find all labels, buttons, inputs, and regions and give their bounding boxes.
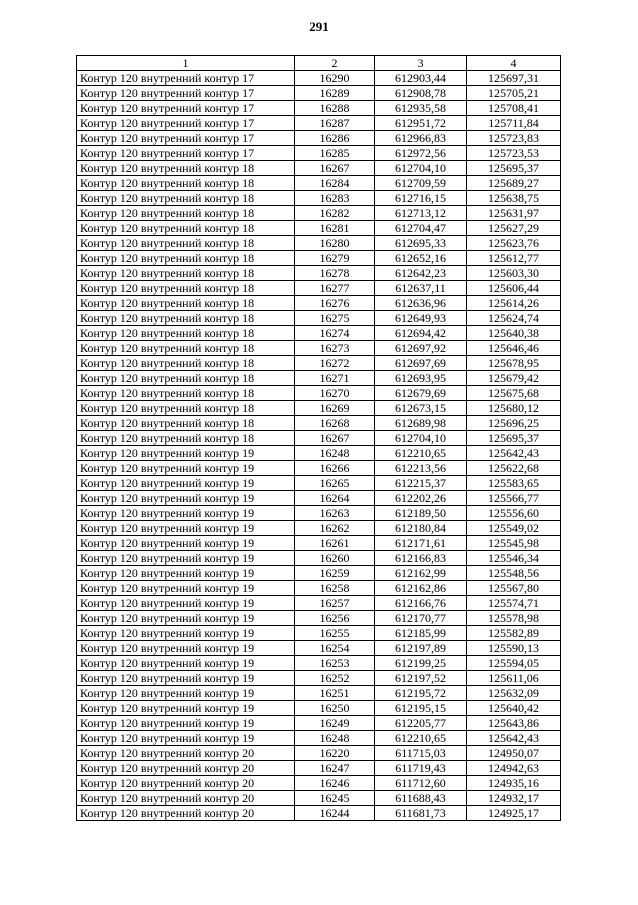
x-coordinate-cell: 611715,03: [375, 746, 467, 761]
y-coordinate-cell: 125711,84: [467, 116, 561, 131]
x-coordinate-cell: 612652,16: [375, 251, 467, 266]
contour-name-cell: Контур 120 внутренний контур 19: [77, 686, 295, 701]
y-coordinate-cell: 125640,42: [467, 701, 561, 716]
contour-name-cell: Контур 120 внутренний контур 19: [77, 566, 295, 581]
x-coordinate-cell: 612166,83: [375, 551, 467, 566]
table-row: [77, 686, 561, 701]
contour-name-cell: Контур 120 внутренний контур 20: [77, 791, 295, 806]
table-row: [77, 176, 561, 191]
point-number-cell: 16269: [295, 401, 375, 416]
point-number-cell: 16283: [295, 191, 375, 206]
y-coordinate-cell: 125549,02: [467, 521, 561, 536]
x-coordinate-cell: 611719,43: [375, 761, 467, 776]
contour-name-cell: Контур 120 внутренний контур 19: [77, 536, 295, 551]
point-number-cell: 16246: [295, 776, 375, 791]
point-number-cell: 16286: [295, 131, 375, 146]
contour-name-cell: Контур 120 внутренний контур 19: [77, 731, 295, 746]
table-row: [77, 611, 561, 626]
x-coordinate-cell: 612695,33: [375, 236, 467, 251]
point-number-cell: 16268: [295, 416, 375, 431]
contour-name-cell: Контур 120 внутренний контур 17: [77, 116, 295, 131]
contour-name-cell: Контур 120 внутренний контур 19: [77, 491, 295, 506]
point-number-cell: 16256: [295, 611, 375, 626]
contour-name-cell: Контур 120 внутренний контур 17: [77, 146, 295, 161]
y-coordinate-cell: 125578,98: [467, 611, 561, 626]
contour-name-cell: Контур 120 внутренний контур 17: [77, 101, 295, 116]
x-coordinate-cell: 612197,52: [375, 671, 467, 686]
point-number-cell: 16276: [295, 296, 375, 311]
table-row: [77, 461, 561, 476]
point-number-cell: 16261: [295, 536, 375, 551]
table-row: [77, 641, 561, 656]
y-coordinate-cell: 125603,30: [467, 266, 561, 281]
y-coordinate-cell: 125556,60: [467, 506, 561, 521]
x-coordinate-cell: 612213,56: [375, 461, 467, 476]
table-body: [77, 71, 561, 821]
x-coordinate-cell: 612215,37: [375, 476, 467, 491]
table-row: [77, 776, 561, 791]
contour-name-cell: Контур 120 внутренний контур 19: [77, 521, 295, 536]
y-coordinate-cell: 125646,46: [467, 341, 561, 356]
table-row: [77, 206, 561, 221]
table-row: [77, 101, 561, 116]
y-coordinate-cell: 125612,77: [467, 251, 561, 266]
point-number-cell: 16248: [295, 731, 375, 746]
contour-name-cell: Контур 120 внутренний контур 18: [77, 191, 295, 206]
y-coordinate-cell: 125546,34: [467, 551, 561, 566]
point-number-cell: 16273: [295, 341, 375, 356]
point-number-cell: 16281: [295, 221, 375, 236]
table-row: [77, 386, 561, 401]
point-number-cell: 16244: [295, 806, 375, 821]
contour-name-cell: Контур 120 внутренний контур 18: [77, 251, 295, 266]
y-coordinate-cell: 124925,17: [467, 806, 561, 821]
contour-name-cell: Контур 120 внутренний контур 18: [77, 341, 295, 356]
y-coordinate-cell: 125696,25: [467, 416, 561, 431]
table-row: [77, 281, 561, 296]
contour-name-cell: Контур 120 внутренний контур 19: [77, 596, 295, 611]
contour-name-cell: Контур 120 внутренний контур 19: [77, 716, 295, 731]
table-row: [77, 761, 561, 776]
point-number-cell: 16253: [295, 656, 375, 671]
point-number-cell: 16287: [295, 116, 375, 131]
y-coordinate-cell: 125723,53: [467, 146, 561, 161]
y-coordinate-cell: 125566,77: [467, 491, 561, 506]
y-coordinate-cell: 125624,74: [467, 311, 561, 326]
contour-name-cell: Контур 120 внутренний контур 18: [77, 221, 295, 236]
contour-name-cell: Контур 120 внутренний контур 17: [77, 86, 295, 101]
y-coordinate-cell: 125675,68: [467, 386, 561, 401]
point-number-cell: 16247: [295, 761, 375, 776]
x-coordinate-cell: 611712,60: [375, 776, 467, 791]
contour-name-cell: Контур 120 внутренний контур 20: [77, 806, 295, 821]
point-number-cell: 16265: [295, 476, 375, 491]
y-coordinate-cell: 125638,75: [467, 191, 561, 206]
y-coordinate-cell: 125695,37: [467, 161, 561, 176]
x-coordinate-cell: 612908,78: [375, 86, 467, 101]
x-coordinate-cell: 612642,23: [375, 266, 467, 281]
contour-name-cell: Контур 120 внутренний контур 18: [77, 266, 295, 281]
point-number-cell: 16280: [295, 236, 375, 251]
y-coordinate-cell: 125614,26: [467, 296, 561, 311]
point-number-cell: 16251: [295, 686, 375, 701]
table-row: [77, 716, 561, 731]
table-row: [77, 251, 561, 266]
y-coordinate-cell: 125622,68: [467, 461, 561, 476]
y-coordinate-cell: 125680,12: [467, 401, 561, 416]
y-coordinate-cell: 125689,27: [467, 176, 561, 191]
table-row: [77, 371, 561, 386]
table-row: [77, 806, 561, 821]
contour-name-cell: Контур 120 внутренний контур 18: [77, 206, 295, 221]
contour-name-cell: Контур 120 внутренний контур 19: [77, 656, 295, 671]
contour-name-cell: Контур 120 внутренний контур 18: [77, 386, 295, 401]
y-coordinate-cell: 125697,31: [467, 71, 561, 86]
x-coordinate-cell: 611681,73: [375, 806, 467, 821]
table-row: [77, 791, 561, 806]
point-number-cell: 16271: [295, 371, 375, 386]
table-row: [77, 746, 561, 761]
table-row: [77, 236, 561, 251]
y-coordinate-cell: 125583,65: [467, 476, 561, 491]
contour-name-cell: Контур 120 внутренний контур 17: [77, 131, 295, 146]
contour-name-cell: Контур 120 внутренний контур 19: [77, 701, 295, 716]
y-coordinate-cell: 125642,43: [467, 446, 561, 461]
point-number-cell: 16277: [295, 281, 375, 296]
contour-name-cell: Контур 120 внутренний контур 18: [77, 431, 295, 446]
x-coordinate-cell: 612195,15: [375, 701, 467, 716]
x-coordinate-cell: 612162,86: [375, 581, 467, 596]
contour-name-cell: Контур 120 внутренний контур 18: [77, 161, 295, 176]
x-coordinate-cell: 612195,72: [375, 686, 467, 701]
y-coordinate-cell: 125723,83: [467, 131, 561, 146]
y-coordinate-cell: 125640,38: [467, 326, 561, 341]
point-number-cell: 16285: [295, 146, 375, 161]
x-coordinate-cell: 612636,96: [375, 296, 467, 311]
point-number-cell: 16282: [295, 206, 375, 221]
table-row: [77, 116, 561, 131]
table-row: [77, 701, 561, 716]
table-row: [77, 566, 561, 581]
x-coordinate-cell: 612180,84: [375, 521, 467, 536]
table-row: [77, 356, 561, 371]
table-row: [77, 431, 561, 446]
y-coordinate-cell: 125582,89: [467, 626, 561, 641]
point-number-cell: 16266: [295, 461, 375, 476]
contour-name-cell: Контур 120 внутренний контур 19: [77, 671, 295, 686]
page-number: 291: [309, 19, 329, 34]
y-coordinate-cell: 125623,76: [467, 236, 561, 251]
point-number-cell: 16257: [295, 596, 375, 611]
x-coordinate-cell: 612199,25: [375, 656, 467, 671]
y-coordinate-cell: 125632,09: [467, 686, 561, 701]
table-row: [77, 341, 561, 356]
x-coordinate-cell: 612935,58: [375, 101, 467, 116]
contour-name-cell: Контур 120 внутренний контур 20: [77, 761, 295, 776]
table-row: [77, 551, 561, 566]
x-coordinate-cell: 612694,42: [375, 326, 467, 341]
x-coordinate-cell: 612210,65: [375, 731, 467, 746]
x-coordinate-cell: 612951,72: [375, 116, 467, 131]
table-row: [77, 401, 561, 416]
contour-name-cell: Контур 120 внутренний контур 19: [77, 551, 295, 566]
y-coordinate-cell: 125548,56: [467, 566, 561, 581]
contour-name-cell: Контур 120 внутренний контур 18: [77, 356, 295, 371]
y-coordinate-cell: 125642,43: [467, 731, 561, 746]
point-number-cell: 16260: [295, 551, 375, 566]
x-coordinate-cell: 612966,83: [375, 131, 467, 146]
point-number-cell: 16220: [295, 746, 375, 761]
y-coordinate-cell: 125594,05: [467, 656, 561, 671]
y-coordinate-cell: 125705,21: [467, 86, 561, 101]
y-coordinate-cell: 125695,37: [467, 431, 561, 446]
x-coordinate-cell: 612205,77: [375, 716, 467, 731]
table-row: [77, 131, 561, 146]
point-number-cell: 16290: [295, 71, 375, 86]
x-coordinate-cell: 612185,99: [375, 626, 467, 641]
table-row: [77, 536, 561, 551]
table-row: [77, 476, 561, 491]
contour-name-cell: Контур 120 внутренний контур 18: [77, 326, 295, 341]
table-row: [77, 731, 561, 746]
x-coordinate-cell: 612637,11: [375, 281, 467, 296]
table-row: [77, 146, 561, 161]
y-coordinate-cell: 125678,95: [467, 356, 561, 371]
table-row: [77, 506, 561, 521]
table-row: [77, 86, 561, 101]
x-coordinate-cell: 612704,47: [375, 221, 467, 236]
table-row: [77, 446, 561, 461]
point-number-cell: 16288: [295, 101, 375, 116]
x-coordinate-cell: 612673,15: [375, 401, 467, 416]
contour-name-cell: Контур 120 внутренний контур 19: [77, 506, 295, 521]
point-number-cell: 16267: [295, 431, 375, 446]
table-row: [77, 671, 561, 686]
contour-name-cell: Контур 120 внутренний контур 18: [77, 401, 295, 416]
x-coordinate-cell: 612716,15: [375, 191, 467, 206]
table-row: [77, 596, 561, 611]
point-number-cell: 16274: [295, 326, 375, 341]
table-row: [77, 71, 561, 86]
contour-name-cell: Контур 120 внутренний контур 18: [77, 371, 295, 386]
contour-name-cell: Контур 120 внутренний контур 19: [77, 461, 295, 476]
y-coordinate-cell: 124932,17: [467, 791, 561, 806]
point-number-cell: 16284: [295, 176, 375, 191]
contour-name-cell: Контур 120 внутренний контур 18: [77, 281, 295, 296]
y-coordinate-cell: 125679,42: [467, 371, 561, 386]
table-header-row: [77, 56, 561, 71]
point-number-cell: 16263: [295, 506, 375, 521]
header-col-4: 4: [467, 56, 561, 71]
x-coordinate-cell: 612197,89: [375, 641, 467, 656]
contour-name-cell: Контур 120 внутренний контур 19: [77, 641, 295, 656]
point-number-cell: 16275: [295, 311, 375, 326]
contour-name-cell: Контур 120 внутренний контур 17: [77, 71, 295, 86]
table-row: [77, 521, 561, 536]
x-coordinate-cell: 612679,69: [375, 386, 467, 401]
point-number-cell: 16245: [295, 791, 375, 806]
y-coordinate-cell: 124950,07: [467, 746, 561, 761]
x-coordinate-cell: 612689,98: [375, 416, 467, 431]
x-coordinate-cell: 612170,77: [375, 611, 467, 626]
table-row: [77, 416, 561, 431]
table-row: [77, 161, 561, 176]
point-number-cell: 16262: [295, 521, 375, 536]
contour-name-cell: Контур 120 внутренний контур 19: [77, 626, 295, 641]
contour-name-cell: Контур 120 внутренний контур 19: [77, 611, 295, 626]
point-number-cell: 16258: [295, 581, 375, 596]
coordinates-table: [76, 55, 561, 821]
table-row: [77, 266, 561, 281]
point-number-cell: 16255: [295, 626, 375, 641]
y-coordinate-cell: 124942,63: [467, 761, 561, 776]
point-number-cell: 16272: [295, 356, 375, 371]
contour-name-cell: Контур 120 внутренний контур 19: [77, 581, 295, 596]
y-coordinate-cell: 125708,41: [467, 101, 561, 116]
point-number-cell: 16248: [295, 446, 375, 461]
x-coordinate-cell: 612709,59: [375, 176, 467, 191]
point-number-cell: 16259: [295, 566, 375, 581]
x-coordinate-cell: 612210,65: [375, 446, 467, 461]
contour-name-cell: Контур 120 внутренний контур 18: [77, 176, 295, 191]
contour-name-cell: Контур 120 внутренний контур 19: [77, 446, 295, 461]
point-number-cell: 16254: [295, 641, 375, 656]
y-coordinate-cell: 125627,29: [467, 221, 561, 236]
y-coordinate-cell: 125606,44: [467, 281, 561, 296]
table-row: [77, 326, 561, 341]
y-coordinate-cell: 124935,16: [467, 776, 561, 791]
x-coordinate-cell: 612189,50: [375, 506, 467, 521]
table-row: [77, 656, 561, 671]
x-coordinate-cell: 612171,61: [375, 536, 467, 551]
header-col-2: 2: [295, 56, 375, 71]
x-coordinate-cell: 612704,10: [375, 161, 467, 176]
x-coordinate-cell: 611688,43: [375, 791, 467, 806]
y-coordinate-cell: 125611,06: [467, 671, 561, 686]
y-coordinate-cell: 125567,80: [467, 581, 561, 596]
table-row: [77, 626, 561, 641]
x-coordinate-cell: 612697,92: [375, 341, 467, 356]
y-coordinate-cell: 125590,13: [467, 641, 561, 656]
contour-name-cell: Контур 120 внутренний контур 18: [77, 311, 295, 326]
x-coordinate-cell: 612166,76: [375, 596, 467, 611]
point-number-cell: 16289: [295, 86, 375, 101]
y-coordinate-cell: 125643,86: [467, 716, 561, 731]
y-coordinate-cell: 125545,98: [467, 536, 561, 551]
point-number-cell: 16278: [295, 266, 375, 281]
point-number-cell: 16267: [295, 161, 375, 176]
x-coordinate-cell: 612713,12: [375, 206, 467, 221]
point-number-cell: 16252: [295, 671, 375, 686]
x-coordinate-cell: 612693,95: [375, 371, 467, 386]
y-coordinate-cell: 125574,71: [467, 596, 561, 611]
contour-name-cell: Контур 120 внутренний контур 20: [77, 776, 295, 791]
point-number-cell: 16279: [295, 251, 375, 266]
contour-name-cell: Контур 120 внутренний контур 18: [77, 416, 295, 431]
header-col-1: 1: [77, 56, 295, 71]
table-row: [77, 581, 561, 596]
table-row: [77, 191, 561, 206]
table-row: [77, 491, 561, 506]
contour-name-cell: Контур 120 внутренний контур 18: [77, 296, 295, 311]
x-coordinate-cell: 612649,93: [375, 311, 467, 326]
x-coordinate-cell: 612903,44: [375, 71, 467, 86]
x-coordinate-cell: 612162,99: [375, 566, 467, 581]
x-coordinate-cell: 612202,26: [375, 491, 467, 506]
point-number-cell: 16270: [295, 386, 375, 401]
contour-name-cell: Контур 120 внутренний контур 20: [77, 746, 295, 761]
x-coordinate-cell: 612972,56: [375, 146, 467, 161]
contour-name-cell: Контур 120 внутренний контур 19: [77, 476, 295, 491]
point-number-cell: 16264: [295, 491, 375, 506]
x-coordinate-cell: 612704,10: [375, 431, 467, 446]
table-row: [77, 311, 561, 326]
header-col-3: 3: [375, 56, 467, 71]
table-row: [77, 221, 561, 236]
point-number-cell: 16249: [295, 716, 375, 731]
point-number-cell: 16250: [295, 701, 375, 716]
x-coordinate-cell: 612697,69: [375, 356, 467, 371]
contour-name-cell: Контур 120 внутренний контур 18: [77, 236, 295, 251]
table-row: [77, 296, 561, 311]
y-coordinate-cell: 125631,97: [467, 206, 561, 221]
